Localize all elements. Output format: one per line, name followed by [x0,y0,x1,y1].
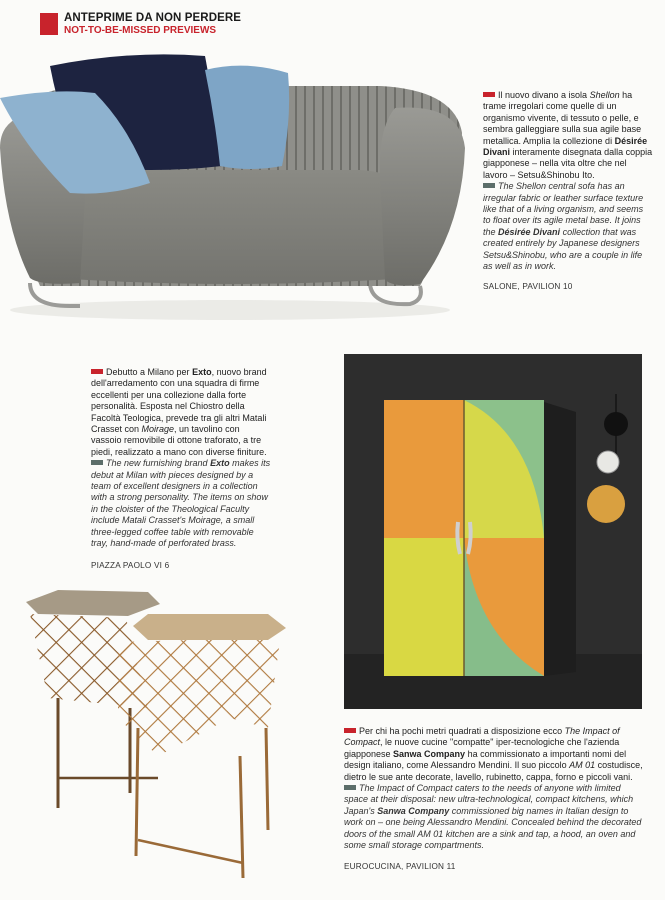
sanwa-text-en [344,783,644,851]
sanwa-text-it [344,726,644,783]
text-run: , le nuove cucine "compatte" iper-tecnologiche che l'azienda giapponese [344,737,620,759]
section-marker-square [40,13,58,35]
text-run: Il nuovo divano a isola [498,90,590,100]
moirage-table-photo [18,578,308,900]
text-run: ha commissionato a importanti nomi del design italiano, come Alessandro Mendini. Il suo piccolo [344,748,627,771]
moirage-tables-illustration [18,578,308,900]
text-run: Shellon [589,90,620,100]
english-marker [483,183,495,188]
text-run: Désirée Divani [483,135,648,158]
sofa-text-it [483,90,653,181]
italian-marker [483,92,495,97]
text-run: Debutto a Milano per [106,367,193,377]
italian-marker [91,369,103,374]
text-run: Désirée Divani [498,226,561,237]
text-run: interamente disegnata dalla coppia giapponese – nella vita oltre che nel lavoro – Setsu&Shinobu Ito. [483,147,653,180]
sanwa-location: EUROCUCINA, PAVILION 11 [344,862,456,872]
section-title: ANTEPRIME DA NON PERDERE [64,12,242,24]
text-run: commissioned big names in Italian design to work on – one being Alessandro Mendini. Concealed behind the decorated doors of the small AM 01 kitchen are a sink and tap, a hood, an oven and some small storage compartments. [344,805,642,851]
section-subtitle: NOT-TO-BE-MISSED PREVIEWS [64,25,217,36]
text-run: makes its debut at Milan with pieces designed by a team of excellent designers in a collection with a strong personality. The items on show in the cloister of the Theological Faculty include Matali Crasset's Moirage, a small three-legged coffee table with removable tray, hand-made of perforated brass. [91,458,271,549]
text-run: The new furnishing brand [106,458,211,469]
text-run: The Impact of Compact caters to the needs of anyone with limited space at their disposal: new ultra-technological, compact kitchens, which Japan's [344,783,634,816]
exto-location: PIAZZA PAOLO VI 6 [91,560,170,570]
sofa-photo [0,48,470,328]
shellon-sofa-illustration [0,48,470,328]
text-run: Sanwa Company [393,748,466,759]
sofa-caption [483,90,653,292]
am01-kitchen-illustration [344,354,642,709]
text-run: costudisce, dietro le sue ante decorate, lavello, rubinetto, cappa, forno e piccoli vani. [344,760,643,782]
english-marker [344,785,356,790]
exto-text-it [91,367,271,458]
text-run: collection that was created entirely by Japanese designers Setsu&Shinobu, who are a couple in life as well as in work. [483,226,643,272]
text-run: AM 01 [569,760,596,771]
text-run: Exto [210,458,230,469]
text-run: , un tavolino con vassoio removibile di ottone traforato, a tre piedi, realizzato a mano con diverse finiture. [91,424,267,457]
text-run: The Impact of Compact [344,726,620,748]
text-run: Moirage [141,424,175,435]
exto-caption [91,367,271,571]
text-run: , nuovo brand dell'arredamento con una squadra di firme eccellenti per una collezione dalla forte personalità. Esposta nel Chiostro della Facoltà Teologica, prevede tra gli altri Matali Crasset con [91,367,267,435]
text-run: Sanwa Company [377,805,450,816]
sanwa-caption [344,726,644,873]
sofa-text-en [483,181,653,272]
sofa-location: SALONE, PAVILION 10 [483,281,573,291]
exto-text-en [91,458,271,549]
text-run: Per chi ha pochi metri quadrati a disposizione ecco [359,726,565,736]
italian-marker [344,728,356,733]
text-run: The Shellon central sofa has an irregular fabric or leather surface texture like that of a living organism, and seems to float over its agile metal base. It joins the [483,181,644,237]
english-marker [91,460,103,465]
text-run: Exto [192,367,212,377]
text-run: ha trame irregolari come quelle di un organismo vivente, di tessuto o pelle, e sembra galleggiare sulla sua agile base metallica. Amplia la collezione di [483,90,642,146]
kitchen-cabinet-photo [344,354,642,709]
